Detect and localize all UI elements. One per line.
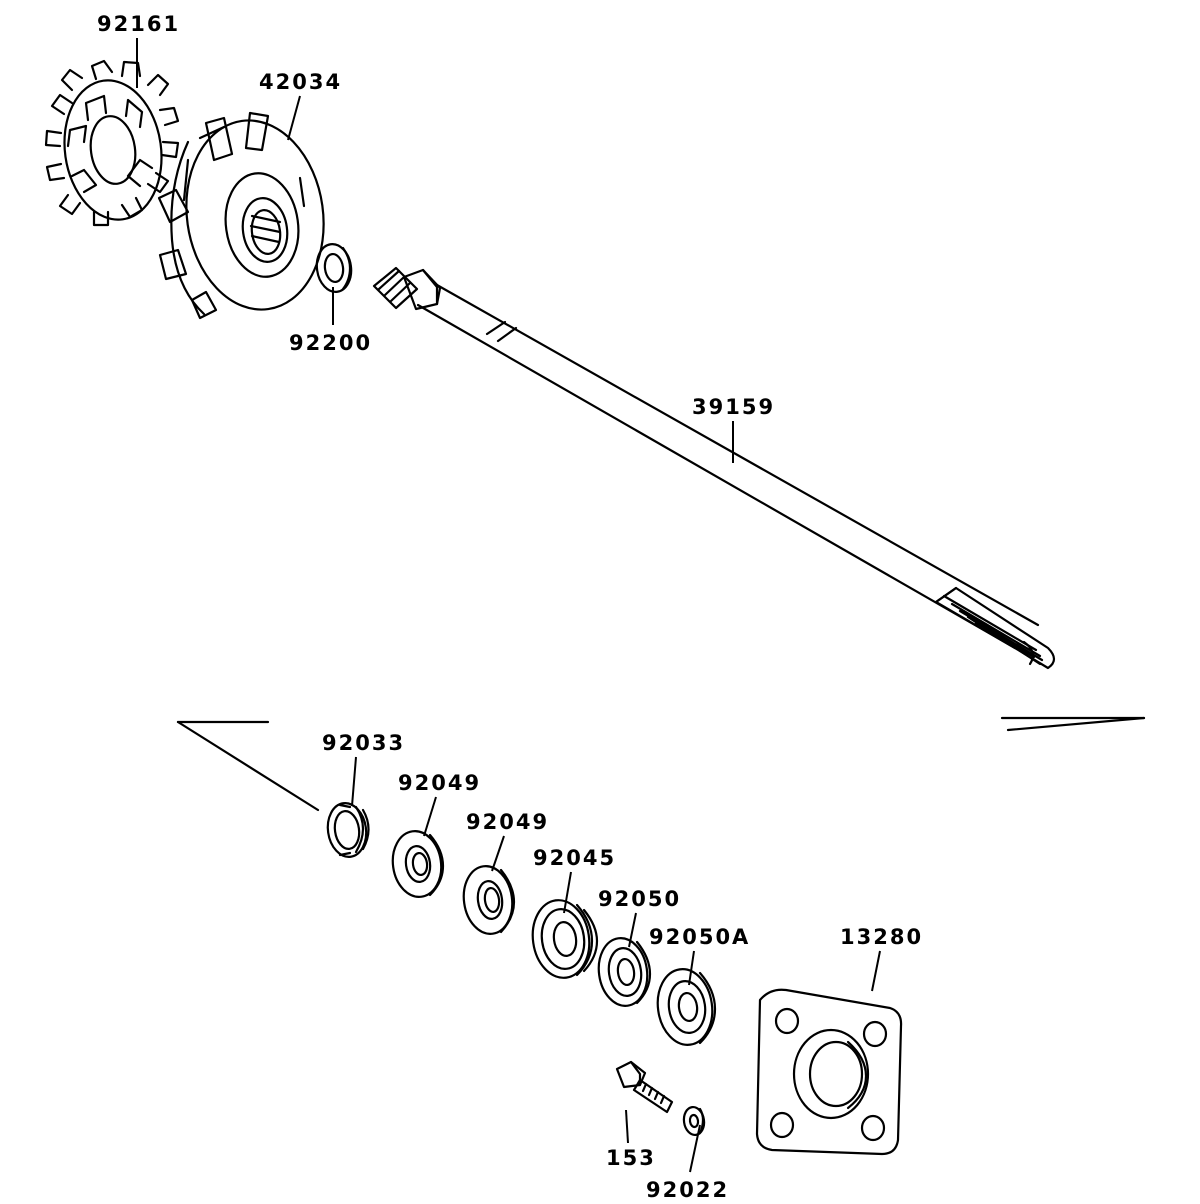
- part-92049a-shape: [389, 828, 446, 900]
- part-92200-shape: [314, 242, 354, 294]
- part-label-92049-a: 92049: [398, 771, 482, 795]
- part-92161-shape: [46, 61, 178, 226]
- leader-line-92050A: [689, 951, 694, 985]
- part-92050a-shape: [653, 966, 717, 1049]
- part-92050-shape: [595, 935, 652, 1009]
- part-13280-shape: [757, 990, 901, 1154]
- leader-line-92049: [492, 836, 504, 871]
- part-label-92022: 92022: [646, 1178, 730, 1202]
- part-42034-shape: [159, 111, 336, 318]
- part-label-92050a: 92050A: [649, 925, 751, 949]
- leader-line-13280: [872, 951, 880, 991]
- leader-line-153: [626, 1110, 628, 1143]
- part-92022-shape: [682, 1106, 706, 1137]
- leader-line-42034: [288, 96, 300, 140]
- leader-line-92045: [564, 872, 571, 913]
- part-label-153: 153: [606, 1146, 656, 1170]
- part-153-shape: [617, 1062, 672, 1112]
- part-label-13280: 13280: [840, 925, 924, 949]
- part-label-92050: 92050: [598, 887, 682, 911]
- leader-line-92049: [424, 797, 436, 836]
- part-label-92161: 92161: [97, 12, 181, 36]
- part-92033-shape: [324, 801, 369, 860]
- part-label-92049-b: 92049: [466, 810, 550, 834]
- part-label-92045: 92045: [533, 846, 617, 870]
- part-label-42034: 42034: [259, 70, 343, 94]
- part-92049b-shape: [460, 863, 517, 937]
- leader-line-92033: [352, 757, 356, 806]
- part-label-92200: 92200: [289, 331, 373, 355]
- part-label-92033: 92033: [322, 731, 406, 755]
- part-92045-shape: [528, 896, 597, 981]
- part-label-39159: 39159: [692, 395, 776, 419]
- leader-line-92022: [690, 1125, 700, 1172]
- part-39159-shape: [374, 268, 1054, 668]
